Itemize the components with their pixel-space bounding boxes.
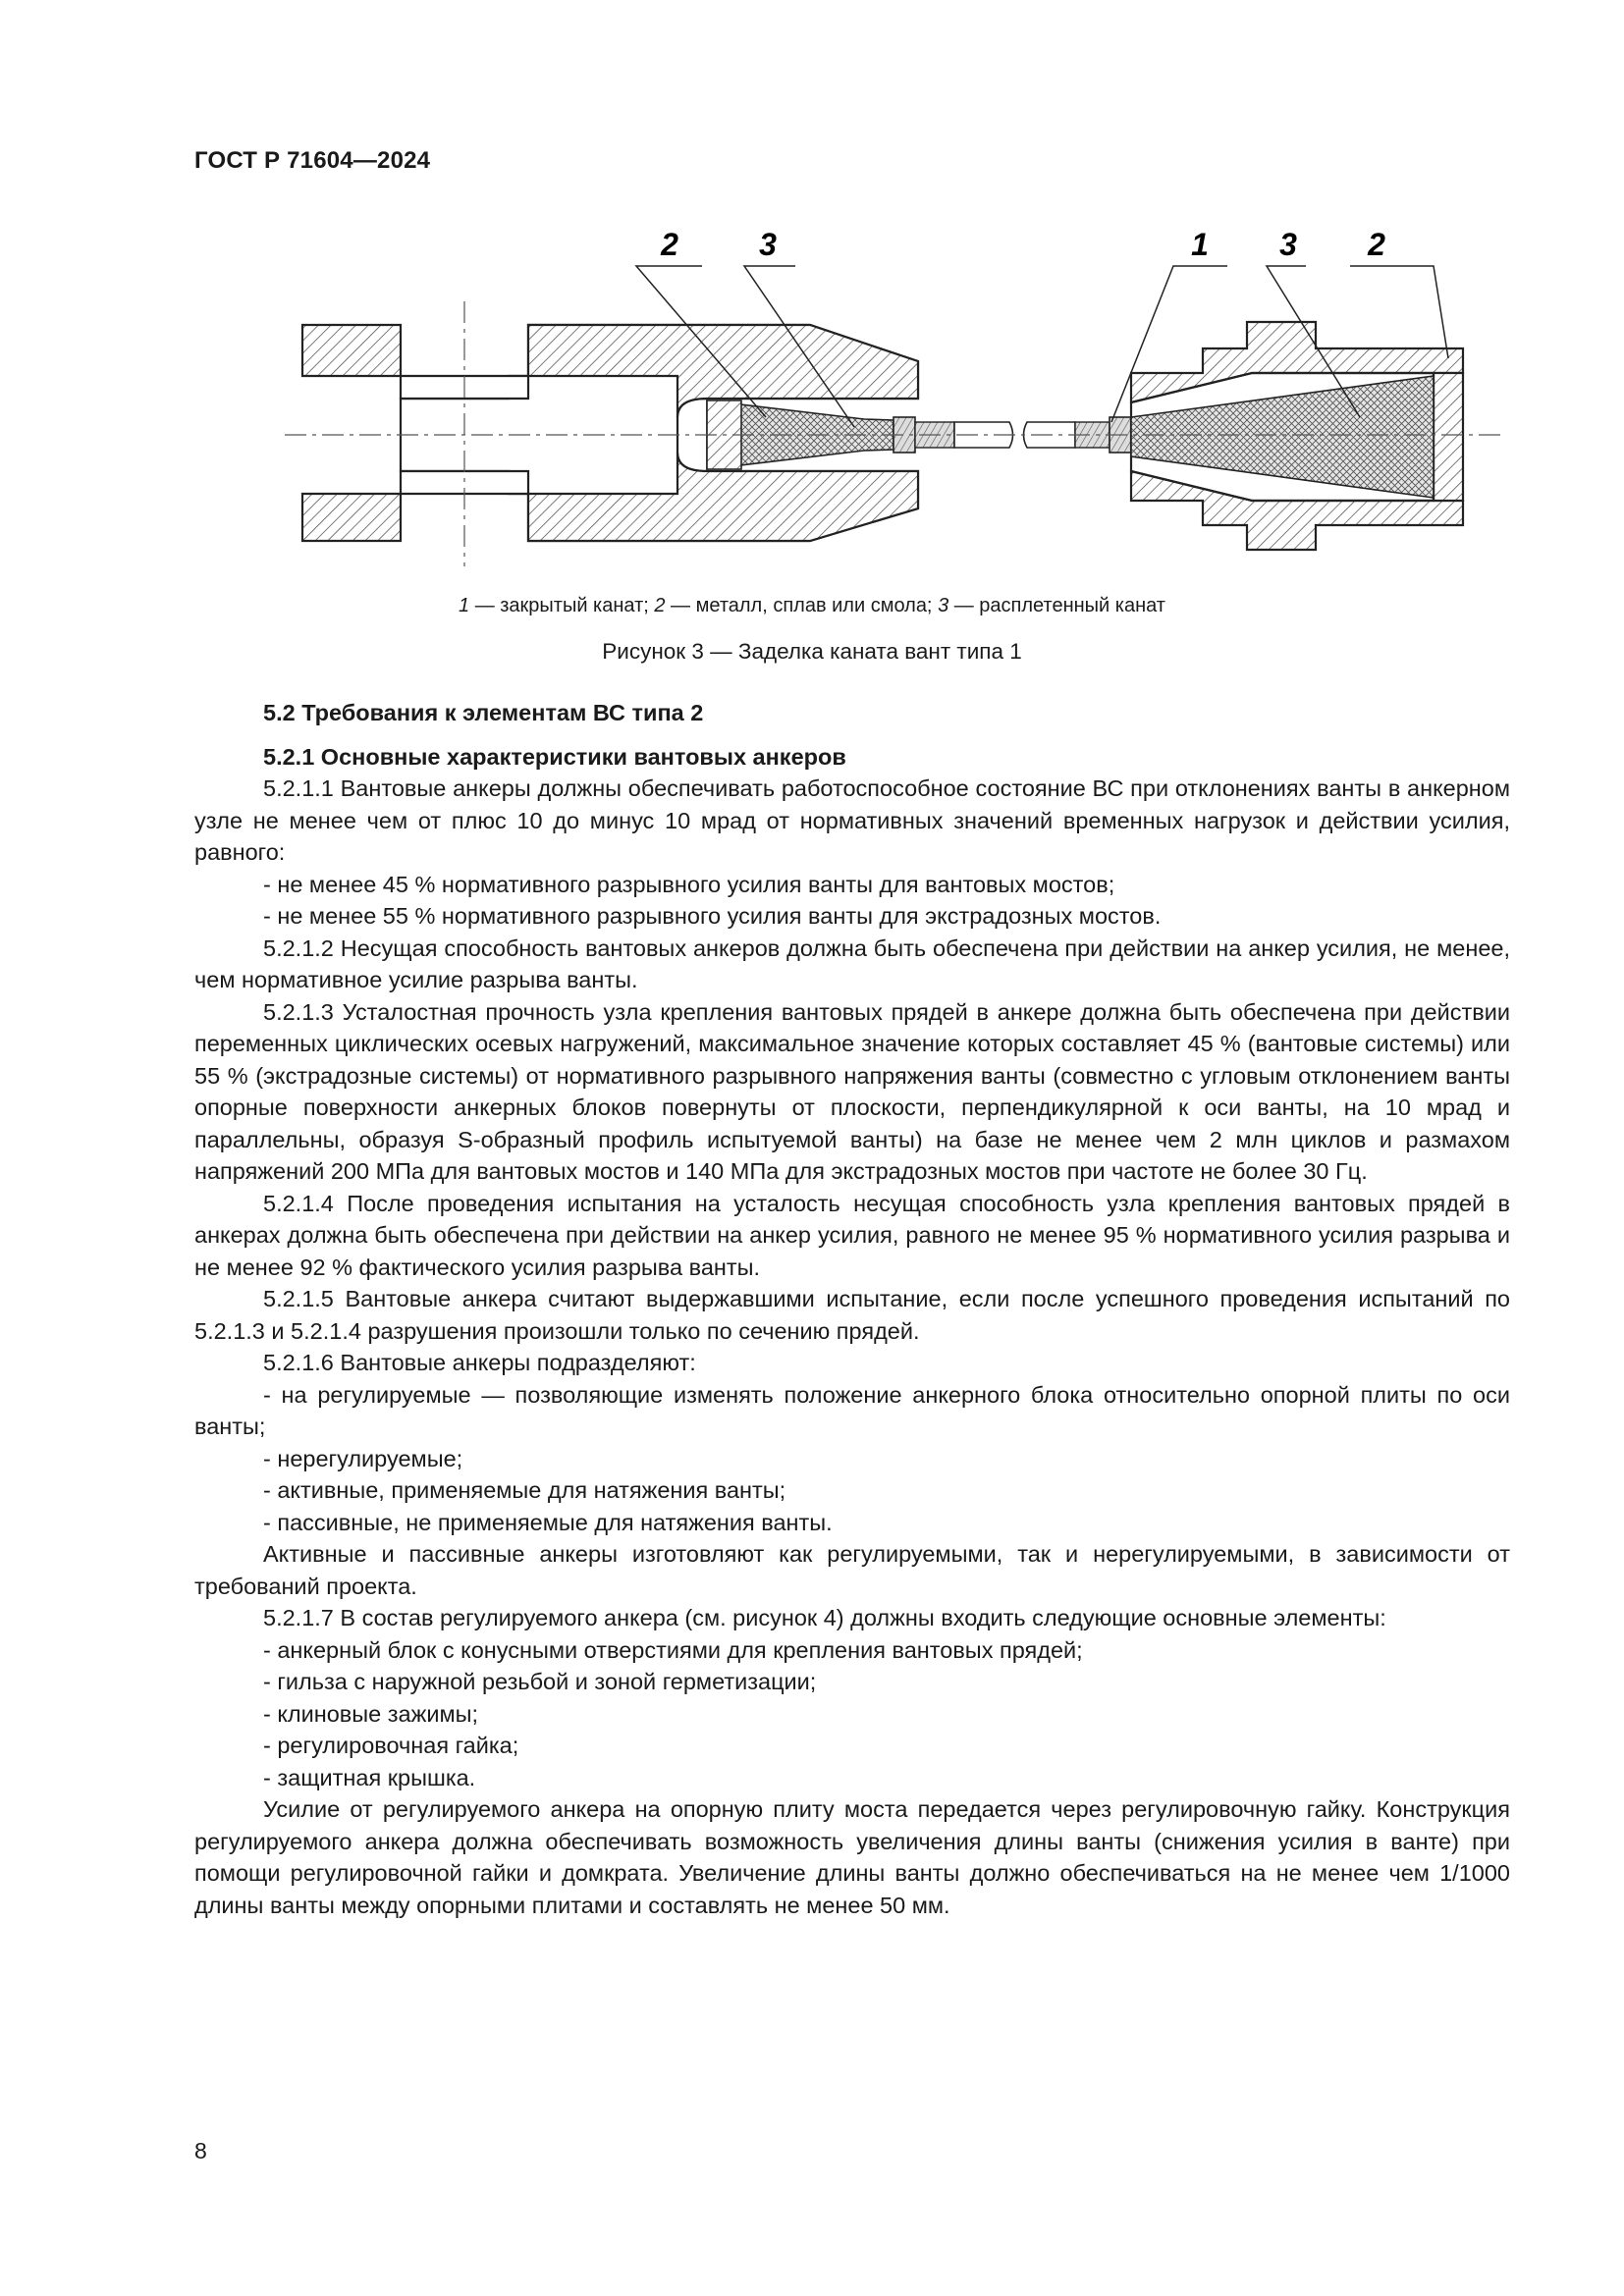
callout-left-3: 3	[759, 227, 777, 262]
figure-caption: Рисунок 3 — Заделка каната вант типа 1	[602, 639, 1022, 664]
callout-right-2: 2	[1368, 227, 1385, 262]
list-item: - защитная крышка.	[263, 1764, 476, 1790]
paragraph: 5.2.1.4 После проведения испытания на усталость несущая способность узла крепления вантовых прядей в анкерах должна быть обеспечена при действии на анкер усилия, равного не менее 95 % нормативного усилия разрыва и не менее 92 % фактического усилия разрыва ванты.	[194, 1190, 1510, 1280]
paragraph: 5.2.1.2 Несущая способность вантовых анкеров должна быть обеспечена при действии на анкер усилия, не менее, чем нормативное усилие разрыва ванты.	[194, 934, 1510, 992]
callout-right-3: 3	[1279, 227, 1297, 262]
list-item: - пассивные, не применяемые для натяжения ванты.	[263, 1509, 833, 1535]
legend-text-3: — расплетенный канат	[948, 595, 1165, 616]
document-header: ГОСТ Р 71604—2024	[194, 147, 431, 174]
figure-rope-anchorage	[285, 221, 1502, 574]
figure-legend	[0, 595, 1624, 617]
list-item: - не менее 45 % нормативного разрывного усилия ванты для вантовых мостов;	[263, 871, 1115, 897]
paragraph: 5.2.1.6 Вантовые анкеры подразделяют:	[263, 1350, 696, 1375]
legend-number-1: 1	[459, 595, 470, 616]
list-item: - анкерный блок с конусными отверстиями для крепления вантовых прядей;	[263, 1636, 1083, 1663]
subsection-heading: 5.2.1 Основные характеристики вантовых анкеров	[263, 743, 846, 770]
page-number: 8	[194, 2138, 207, 2163]
figure-drawing	[285, 221, 1502, 574]
list-item: - активные, применяемые для натяжения ванты;	[263, 1477, 786, 1503]
callout-left-2: 2	[661, 227, 678, 262]
list-item: - регулировочная гайка;	[263, 1733, 519, 1758]
list-item: - клиновые зажимы;	[263, 1700, 479, 1727]
list-item: - не менее 55 % нормативного разрывного усилия ванты для экстрадозных мостов.	[263, 903, 1162, 929]
paragraph: 5.2.1.7 В состав регулируемого анкера (см. рисунок 4) должны входить следующие основные элементы:	[263, 1605, 1386, 1630]
list-item: - гильза с наружной резьбой и зоной герметизации;	[263, 1669, 817, 1694]
list-item: - нерегулируемые;	[263, 1445, 463, 1471]
section-heading: 5.2 Требования к элементам ВС типа 2	[263, 700, 704, 725]
paragraph: 5.2.1.1 Вантовые анкеры должны обеспечивать работоспособное состояние ВС при отклонениях ванты в анкерном узле не менее чем от плюс 10 до минус 10 мрад от нормативных значений временных нагрузок и действии усилия, равного:	[194, 775, 1510, 865]
paragraph: Усилие от регулируемого анкера на опорную плиту моста передается через регулировочную гайку. Конструкция регулируемого анкера должна обеспечивать возможность увеличения длины ванты (снижения усилия в ванте) при помощи регулировочной гайки и домкрата. Увеличение длины ванты должно обеспечиваться на не менее чем 1/1000 длины ванты между опорными плитами и составлять не менее 50 мм.	[194, 1796, 1510, 1918]
legend-number-2: 2	[654, 595, 666, 616]
legend-number-3: 3	[938, 595, 949, 616]
legend-text-1: — закрытый канат;	[469, 595, 655, 616]
document-body	[194, 697, 1510, 1921]
paragraph: 5.2.1.3 Усталостная прочность узла крепления вантовых прядей в анкере должна быть обеспечена при действии переменных циклических осевых нагружений, максимальное значение которых составляет 45 % (вантовые системы) или 55 % (экстрадозные системы) от нормативного разрывного напряжения ванты (совместно с угловым отклонением ванты опорные поверхности анкерных блоков повернуты от плоскости, перпендикулярной к оси ванты, на 10 мрад и параллельны, образуя S-образный профиль испытуемой ванты) на базе не менее чем 2 млн циклов и размахом напряжений 200 МПа для вантовых мостов и 140 МПа для экстрадозных мостов при частоте не более 30 Гц.	[194, 998, 1510, 1184]
paragraph: Активные и пассивные анкеры изготовляют как регулируемыми, так и нерегулируемыми, в зависимости от требований проекта.	[194, 1541, 1510, 1599]
list-item: - на регулируемые — позволяющие изменять положение анкерного блока относительно опорной плиты по оси ванты;	[194, 1381, 1510, 1439]
legend-text-2: — металл, сплав или смола;	[665, 595, 939, 616]
right-cone	[1131, 376, 1434, 498]
callout-right-1: 1	[1191, 227, 1209, 262]
paragraph: 5.2.1.5 Вантовые анкера считают выдержавшими испытание, если после успешного проведения испытаний по 5.2.1.3 и 5.2.1.4 разрушения произошли только по сечению прядей.	[194, 1286, 1510, 1344]
